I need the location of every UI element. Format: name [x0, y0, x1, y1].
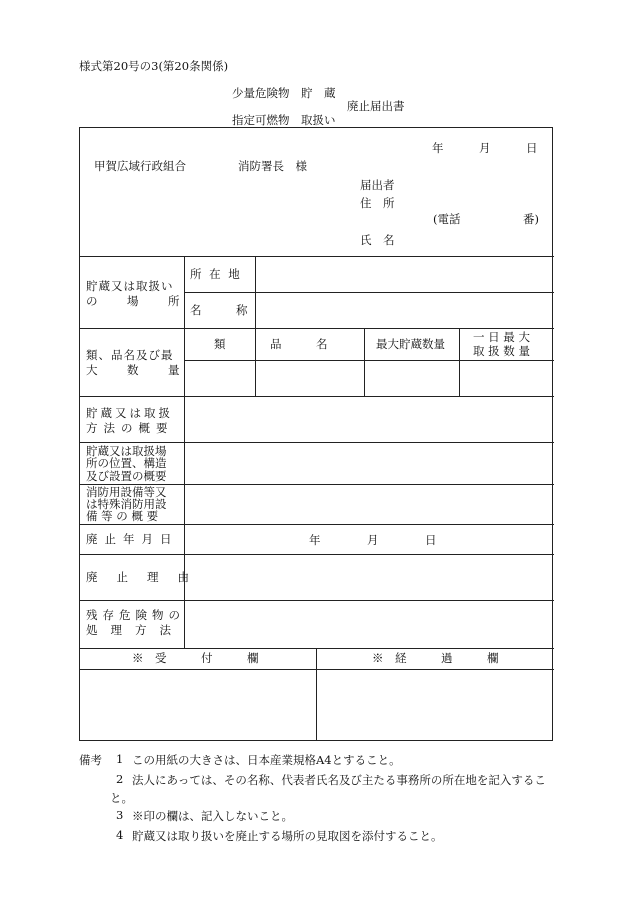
title-line1: 少量危険物 貯 蔵 — [232, 86, 336, 100]
method-field[interactable] — [185, 397, 553, 442]
rule — [80, 669, 554, 670]
col-daily-2: 取 扱 数 量 — [473, 344, 530, 358]
applicant-label: 届出者 — [360, 178, 395, 192]
location-name-label: 名 称 — [190, 303, 248, 317]
header-day: 日 — [526, 141, 538, 155]
rule — [80, 524, 554, 525]
facility-field[interactable] — [185, 443, 553, 484]
reception-header: ※ 受 付 欄 — [132, 651, 259, 665]
location-name-field[interactable] — [256, 293, 553, 328]
col-item: 品 名 — [270, 337, 328, 351]
form-number: 様式第20号の3(第20条関係) — [79, 59, 229, 73]
facility-label-3: 及び設置の概要 — [86, 469, 167, 483]
reason-label: 廃止理由 — [86, 570, 208, 584]
address-label: 住 所 — [360, 196, 395, 210]
item-name-field[interactable] — [256, 361, 364, 396]
fire-label-2: は特殊消防用設 — [86, 497, 167, 511]
col-daily-1: 一 日 最 大 — [473, 330, 530, 344]
progress-header: ※ 経 過 欄 — [372, 651, 499, 665]
note-4: 貯蔵又は取り扱いを廃止する場所の見取図を添付すること。 — [132, 829, 443, 843]
notes-heading: 備考 — [79, 753, 102, 767]
title-line2: 廃止届出書 — [347, 99, 405, 113]
item-max-field[interactable] — [365, 361, 459, 396]
residual-field[interactable] — [185, 601, 553, 648]
location-address-label: 所 在 地 — [190, 267, 242, 281]
note-3: ※印の欄は、記入しないこと。 — [132, 809, 293, 823]
note-1-no: 1 — [116, 752, 124, 766]
location-label-1: 貯蔵又は取扱い — [86, 279, 174, 293]
col-class: 類 — [214, 337, 226, 351]
item-daily-field[interactable] — [460, 361, 553, 396]
rule — [316, 648, 317, 741]
note-3-no: 3 — [116, 808, 124, 822]
facility-label-1: 貯蔵又は取扱場 — [86, 444, 167, 458]
items-label-2: 大 数 量 — [86, 363, 189, 377]
addressee: 消防署長 様 — [238, 159, 307, 173]
phone-suffix: 番) — [523, 212, 539, 226]
abolish-day: 日 — [425, 533, 437, 547]
note-2: 法人にあっては、その名称、代表者氏名及び主たる事務所の所在地を記入するこ — [132, 773, 546, 787]
addressee-org: 甲賀広域行政組合 — [94, 159, 186, 173]
fire-label-3: 備 等 の 概 要 — [86, 509, 159, 523]
col-max-storage: 最大貯蔵数量 — [376, 337, 445, 351]
location-address-field[interactable] — [256, 257, 553, 292]
residual-label-2: 処理方法 — [86, 623, 184, 637]
rule — [80, 328, 554, 329]
title-line3: 指定可燃物 取扱い — [232, 113, 336, 127]
note-1: この用紙の大きさは、日本産業規格A4とすること。 — [132, 753, 401, 767]
notification-form — [79, 127, 553, 741]
header-month: 月 — [479, 141, 491, 155]
rule — [80, 648, 554, 649]
method-label-2: 方法の概要 — [86, 421, 174, 435]
items-label-1: 類、品名及び最 — [86, 348, 174, 362]
abolish-date-label: 廃止年月日 — [86, 532, 179, 546]
abolish-month: 月 — [367, 533, 379, 547]
location-label-2: の 場 所 — [86, 294, 189, 308]
item-class-field[interactable] — [185, 361, 255, 396]
header-year: 年 — [432, 141, 444, 155]
note-4-no: 4 — [116, 828, 124, 842]
phone-label: (電話 — [433, 212, 461, 226]
facility-label-2: 所の位置、構造 — [86, 456, 167, 470]
note-2-no: 2 — [116, 772, 124, 786]
abolish-year: 年 — [309, 533, 321, 547]
residual-label-1: 残存危険物の — [86, 608, 185, 622]
method-label-1: 貯蔵又は取扱 — [86, 406, 173, 420]
note-2-cont: と。 — [110, 791, 133, 805]
fire-field[interactable] — [185, 485, 553, 524]
fire-label-1: 消防用設備等又 — [86, 485, 167, 499]
name-label: 氏 名 — [360, 233, 395, 247]
reason-field[interactable] — [185, 555, 553, 600]
